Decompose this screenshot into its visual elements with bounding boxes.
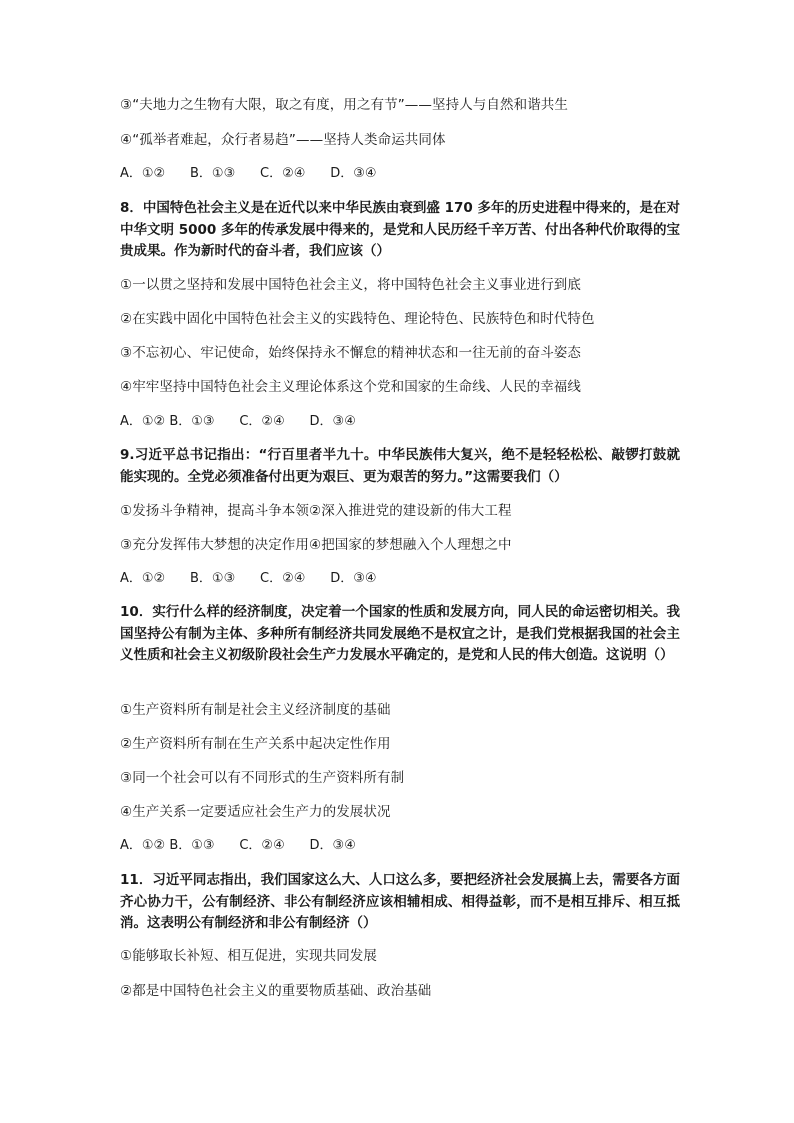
q10-item-1: ①生产资料所有制是社会主义经济制度的基础 xyxy=(120,702,391,718)
q11-stem: 11．习近平同志指出，我们国家这么大、人口这么多，要把经济社会发展搞上去，需要各方面齐心协力干，公有制经济、非公有制经济应该相辅相成、相得益彰，而不是相互排斥、相互抵消。这表明公有制经济和非公有制经济（） xyxy=(120,872,680,931)
q10-options: A．①② B．①③ C．②④ D．③④ xyxy=(120,838,356,853)
q11-item-2: ②都是中国特色社会主义的重要物质基础、政治基础 xyxy=(120,983,432,999)
q9-item-2: ③充分发挥伟大梦想的决定作用④把国家的梦想融入个人理想之中 xyxy=(120,537,512,553)
q9-item-1: ①发扬斗争精神，提高斗争本领②深入推进党的建设新的伟大工程 xyxy=(120,503,512,519)
q10-item-3: ③同一个社会可以有不同形式的生产资料所有制 xyxy=(120,770,405,786)
q8-item-2: ②在实践中固化中国特色社会主义的实践特色、理论特色、民族特色和时代特色 xyxy=(120,311,595,327)
q8-stem: 8．中国特色社会主义是在近代以来中华民族由衰到盛 170 多年的历史进程中得来的，是在对中华文明 5000 多年的传承发展中得来的，是党和人民历经千辛万苦、付出各种代价取得的宝贵成果。作为新时代的奋斗者，我们应该（） xyxy=(120,200,680,259)
q7-item-3: ③“夫地力之生物有大限，取之有度，用之有节”——坚持人与自然和谐共生 xyxy=(120,97,568,113)
q8-options: A．①② B．①③ C．②④ D．③④ xyxy=(120,414,356,429)
q10-item-4: ④生产关系一定要适应社会生产力的发展状况 xyxy=(120,804,391,820)
q7-item-4: ④“孤举者难起，众行者易趋”——坚持人类命运共同体 xyxy=(120,132,446,148)
q7-options: A．①② B．①③ C．②④ D．③④ xyxy=(120,166,377,181)
q8-item-1: ①一以贯之坚持和发展中国特色社会主义，将中国特色社会主义事业进行到底 xyxy=(120,277,582,293)
q8-item-3: ③不忘初心、牢记使命，始终保持永不懈怠的精神状态和一往无前的奋斗姿态 xyxy=(120,345,582,361)
q10-stem: 10．实行什么样的经济制度，决定着一个国家的性质和发展方向，同人民的命运密切相关。我国坚持公有制为主体、多种所有制经济共同发展绝不是权宜之计，是我们党根据我国的社会主义性质和社会主义初级阶段社会生产力发展水平确定的，是党和人民的伟大创造。这说明（） xyxy=(120,604,680,663)
q10-item-2: ②生产资料所有制在生产关系中起决定性作用 xyxy=(120,736,391,752)
q11-item-1: ①能够取长补短、相互促进，实现共同发展 xyxy=(120,948,378,964)
q8-item-4: ④牢牢坚持中国特色社会主义理论体系这个党和国家的生命线、人民的幸福线 xyxy=(120,379,582,395)
q9-stem: 9.习近平总书记指出：“行百里者半九十。中华民族伟大复兴，绝不是轻轻松松、敲锣打鼓就能实现的。全党必须准备付出更为艰巨、更为艰苦的努力。”这需要我们（） xyxy=(120,447,680,485)
q9-options: A．①② B．①③ C．②④ D．③④ xyxy=(120,571,377,586)
